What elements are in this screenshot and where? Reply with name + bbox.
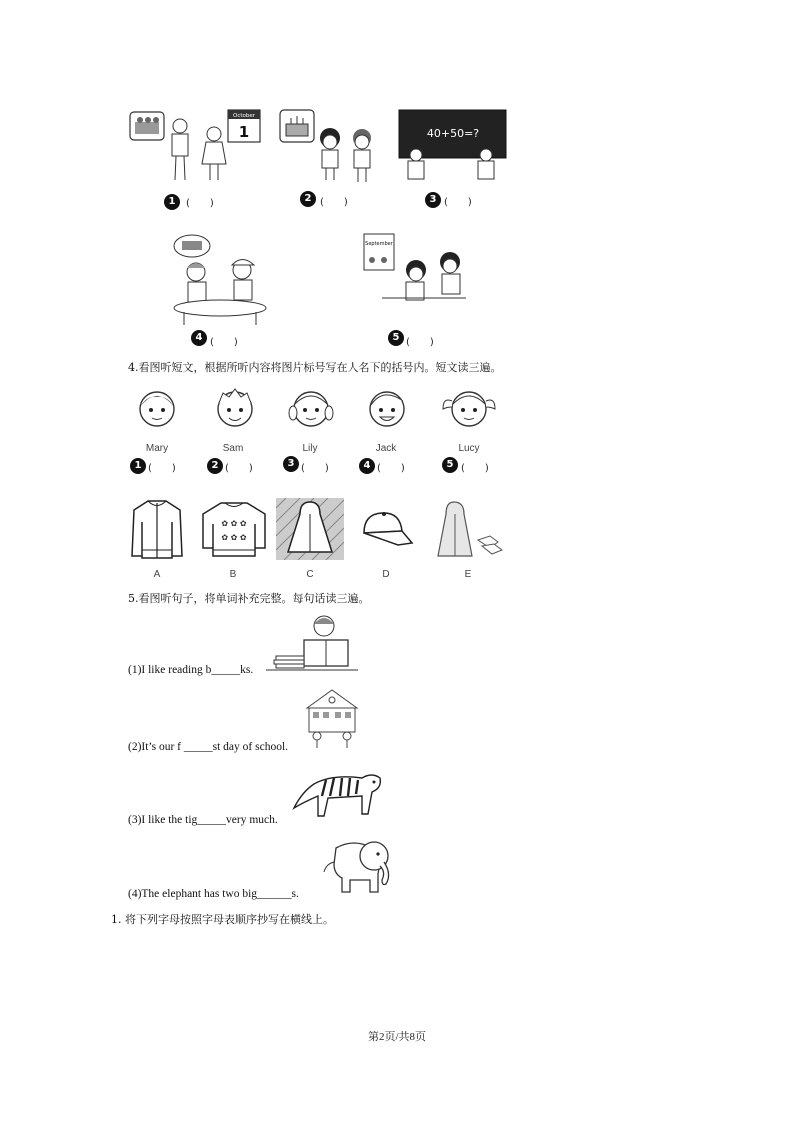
letter-label-d: D	[382, 569, 390, 580]
picture-blackboard-math	[398, 109, 508, 184]
name-label-jack: Jack	[375, 443, 397, 454]
name-answer-paren-1[interactable]: ( )	[148, 463, 176, 474]
picture-tiger	[292, 762, 384, 822]
svg-text:✿ ✿ ✿: ✿ ✿ ✿	[221, 533, 247, 542]
calendar-day-text: 1	[238, 123, 250, 141]
face-boy-sam	[211, 383, 259, 431]
svg-text:✿ ✿ ✿: ✿ ✿ ✿	[221, 519, 247, 528]
name-number-2: 2	[207, 458, 223, 474]
section-4-instruction: 4.看图听短文，根据所听内容将图片标号写在人名下的括号内。短文读三遍。	[128, 361, 502, 374]
sentence-3: (3)I like the tig_____very much.	[128, 814, 278, 826]
name-answer-paren-2[interactable]: ( )	[225, 463, 253, 474]
face-girl-mary	[133, 383, 181, 431]
item-number-5: 5	[388, 330, 404, 346]
sentence-1: (1)I like reading b_____ks.	[128, 664, 254, 676]
name-number-1: 1	[130, 458, 146, 474]
sentence-2: (2)It’s our f _____st day of school.	[128, 741, 289, 753]
section-5-instruction: 5.看图听句子，将单词补充完整。每句话读三遍。	[128, 592, 370, 605]
face-girl-lily	[287, 383, 335, 431]
item-number-3: 3	[425, 192, 441, 208]
name-label-sam: Sam	[222, 443, 244, 454]
calendar-month-text: October	[232, 113, 256, 119]
picture-birthday-cake-children	[278, 106, 383, 186]
name-number-5: 5	[442, 457, 458, 473]
picture-jacket	[130, 498, 184, 560]
picture-sweater	[199, 500, 269, 558]
answer-paren-3[interactable]: ( )	[444, 197, 472, 208]
name-label-mary: Mary	[145, 443, 169, 454]
answer-paren-5[interactable]: ( )	[406, 337, 434, 348]
name-number-4: 4	[359, 458, 375, 474]
calendar2-month-text: September	[365, 241, 393, 247]
picture-children-talking-about-date	[128, 108, 263, 186]
picture-raincoat	[276, 498, 344, 560]
item-number-2: 2	[300, 191, 316, 207]
name-answer-paren-3[interactable]: ( )	[301, 463, 329, 474]
name-number-3: 3	[283, 456, 299, 472]
face-boy-jack	[363, 383, 411, 431]
next-question-instruction: 1. 将下列字母按照字母表顺序抄写在横线上。	[111, 913, 334, 926]
picture-cap	[358, 505, 414, 551]
blackboard-text: 40+50=?	[426, 127, 480, 140]
letter-label-c: C	[306, 569, 314, 580]
name-label-lily: Lily	[302, 443, 318, 454]
picture-children-school-calendar	[362, 232, 472, 312]
answer-paren-2[interactable]: ( )	[320, 197, 348, 208]
letter-label-b: B	[229, 569, 237, 580]
item-number-1: 1	[164, 194, 180, 210]
sentence-4: (4)The elephant has two big______s.	[128, 888, 299, 900]
name-label-lucy: Lucy	[458, 443, 480, 454]
name-answer-paren-5[interactable]: ( )	[461, 463, 489, 474]
answer-paren-1[interactable]: ( )	[186, 198, 214, 209]
picture-children-at-table	[170, 232, 270, 327]
answer-paren-4[interactable]: ( )	[210, 337, 238, 348]
picture-school-building	[301, 686, 363, 750]
item-number-4: 4	[191, 330, 207, 346]
picture-girl-reading-books	[266, 612, 361, 672]
letter-label-e: E	[464, 569, 472, 580]
letter-label-a: A	[153, 569, 161, 580]
name-answer-paren-4[interactable]: ( )	[377, 463, 405, 474]
page-footer: 第2页/共8页	[367, 1031, 427, 1043]
face-girl-lucy	[439, 383, 499, 431]
picture-coat-and-gloves	[432, 498, 504, 560]
picture-elephant	[312, 834, 396, 896]
